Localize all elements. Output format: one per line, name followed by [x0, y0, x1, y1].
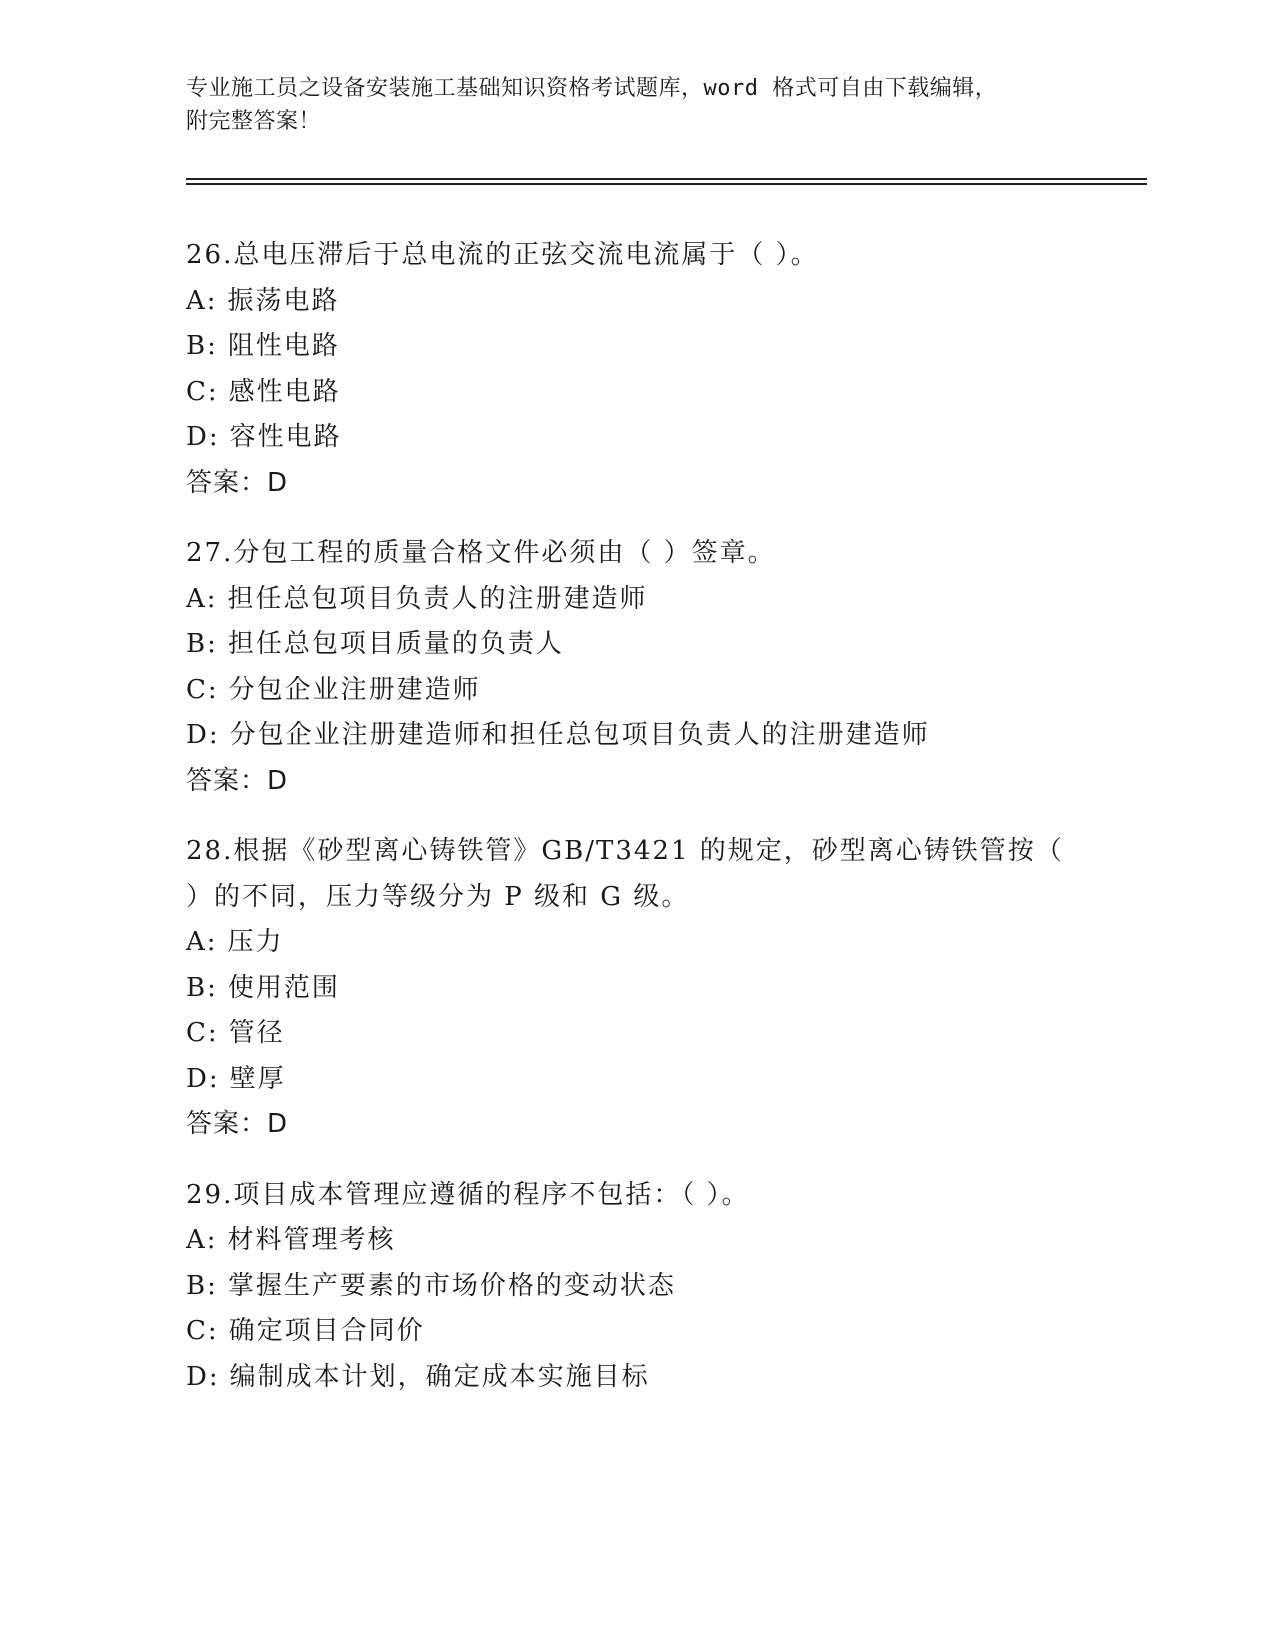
- option-b: [186, 966, 1086, 1012]
- option-text: 分包企业注册建造师和担任总包项目负责人的注册建造师: [229, 720, 930, 750]
- option-a: [186, 577, 1086, 623]
- question-stem: 27.分包工程的质量合格文件必须由（ ）签章。: [186, 538, 776, 568]
- option-label: A:: [186, 927, 218, 957]
- option-text: 容性电路: [229, 422, 342, 452]
- option-label: D:: [186, 1361, 220, 1392]
- option-text: 振荡电路: [227, 285, 340, 316]
- option-text: 担任总包项目负责人的注册建造师: [227, 583, 648, 614]
- option-b: [186, 324, 1086, 370]
- option-label: B:: [186, 1270, 218, 1301]
- option-text: 压力: [227, 927, 284, 957]
- option-a: [186, 920, 1086, 966]
- header-rule-bottom: [186, 183, 1147, 185]
- option-label: C:: [186, 1018, 219, 1048]
- option-label: A:: [186, 285, 218, 316]
- option-label: D:: [186, 1063, 220, 1094]
- option-a: [186, 279, 1086, 325]
- option-label: B:: [186, 331, 218, 361]
- question-stem-line-2: ）的不同，压力等级分为 P 级和 G 级。: [186, 881, 690, 912]
- option-text: 材料管理考核: [227, 1225, 396, 1255]
- question-list: [186, 233, 1086, 1425]
- option-label: A:: [186, 583, 218, 614]
- option-a: [186, 1218, 1086, 1264]
- option-text: 担任总包项目质量的负责人: [227, 629, 564, 659]
- document-header: [186, 72, 1066, 138]
- option-c: [186, 668, 1086, 714]
- option-text: 使用范围: [227, 972, 340, 1003]
- option-label: A:: [186, 1225, 218, 1255]
- question-29: [186, 1173, 1086, 1401]
- option-text: 阻性电路: [227, 331, 340, 361]
- option-text: 确定项目合同价: [228, 1316, 425, 1346]
- option-c: [186, 370, 1086, 416]
- option-d: [186, 415, 1086, 461]
- option-d: [186, 1057, 1086, 1103]
- question-stem: 29.项目成本管理应遵循的程序不包括：（ ）。: [186, 1179, 750, 1210]
- option-c: [186, 1011, 1086, 1057]
- option-label: D:: [186, 422, 220, 452]
- answer-line: 答案：D: [186, 1109, 289, 1139]
- option-b: [186, 1264, 1086, 1310]
- question-stem: 26.总电压滞后于总电流的正弦交流电流属于（ ）。: [186, 240, 819, 270]
- option-label: C:: [186, 674, 219, 705]
- question-stem-line-1: 28.根据《砂型离心铸铁管》GB/T3421 的规定，砂型离心铸铁管按（: [186, 836, 1064, 866]
- header-line-1: 专业施工员之设备安装施工基础知识资格考试题库，word 格式可自由下载编辑，: [186, 76, 998, 101]
- answer-line: 答案：D: [186, 467, 289, 498]
- question-28: [186, 829, 1086, 1148]
- option-text: 感性电路: [228, 376, 341, 407]
- option-label: B:: [186, 972, 218, 1003]
- header-rule-top: [186, 178, 1147, 180]
- header-line-2: 附完整答案！: [186, 109, 322, 134]
- option-text: 编制成本计划，确定成本实施目标: [229, 1361, 650, 1392]
- answer-line: 答案：D: [186, 765, 289, 796]
- option-label: D:: [186, 720, 220, 750]
- option-label: C:: [186, 1316, 219, 1346]
- option-b: [186, 622, 1086, 668]
- option-d: [186, 1355, 1086, 1401]
- option-c: [186, 1309, 1086, 1355]
- option-text: 壁厚: [229, 1063, 286, 1094]
- question-27: [186, 531, 1086, 804]
- option-text: 分包企业注册建造师: [228, 674, 481, 705]
- question-26: [186, 233, 1086, 506]
- option-label: C:: [186, 376, 219, 407]
- option-text: 掌握生产要素的市场价格的变动状态: [227, 1270, 676, 1301]
- option-label: B:: [186, 629, 218, 659]
- option-d: [186, 713, 1086, 759]
- option-text: 管径: [228, 1018, 285, 1048]
